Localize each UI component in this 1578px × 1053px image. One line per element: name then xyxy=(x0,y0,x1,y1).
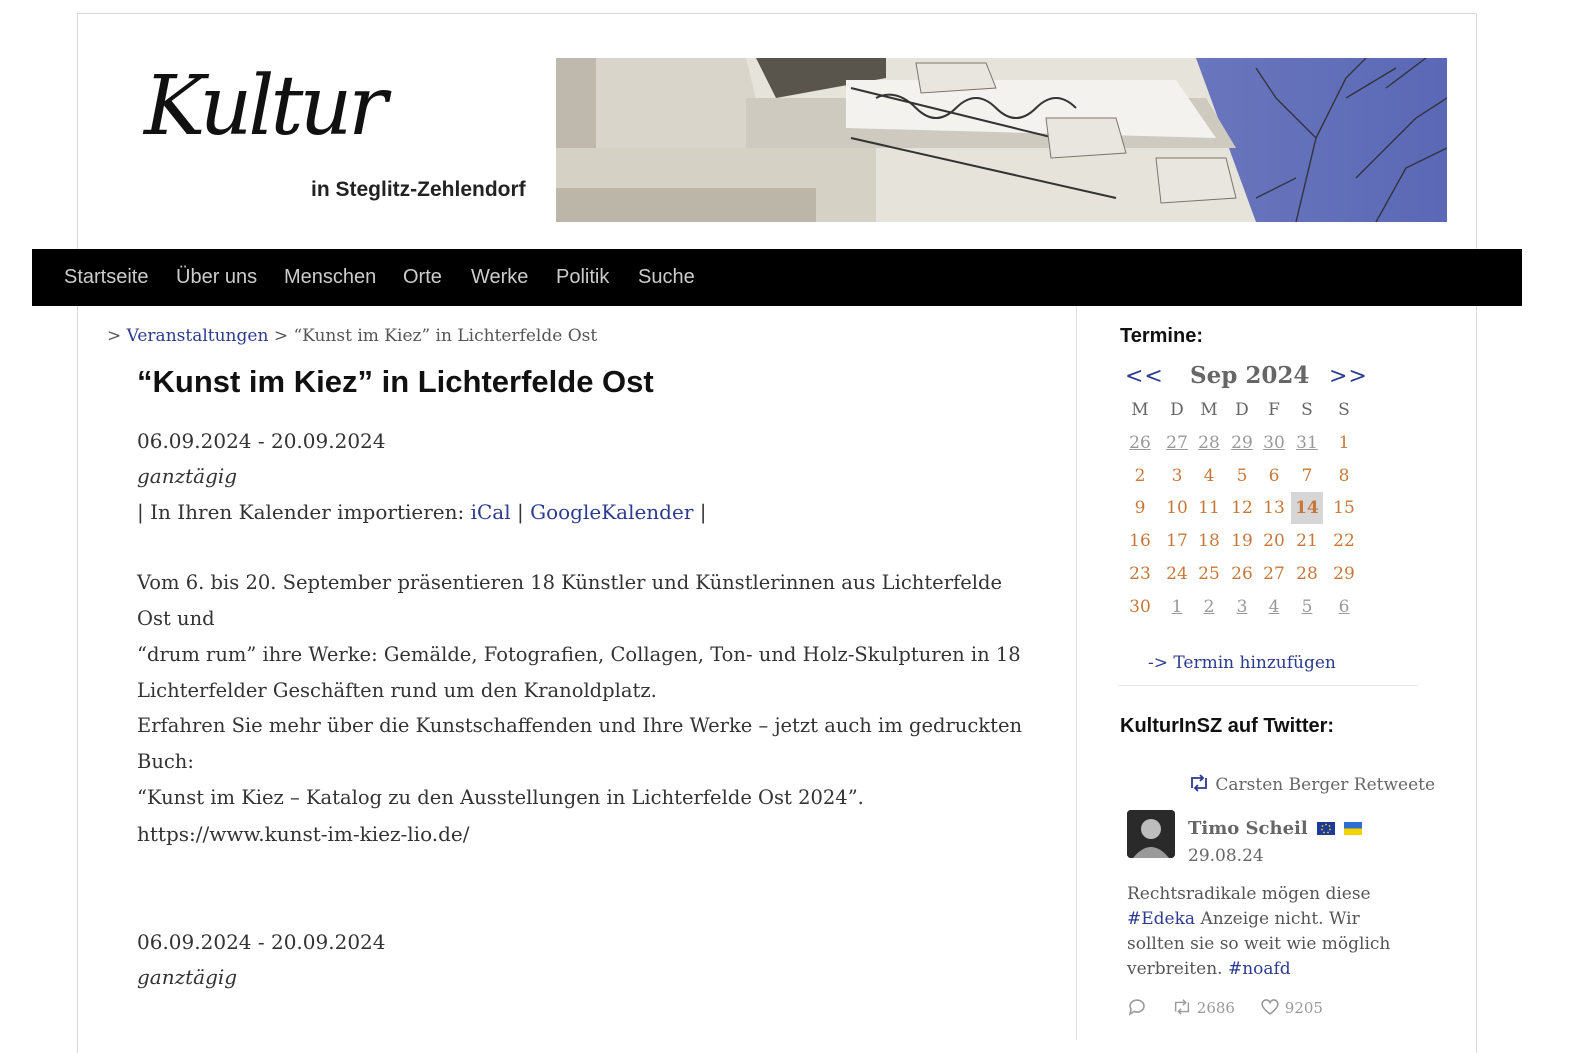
twitter-heading: KulturInSZ auf Twitter: xyxy=(1120,715,1335,737)
retweet-indicator xyxy=(1188,774,1435,797)
calendar-day[interactable]: 1 xyxy=(1338,433,1350,453)
calendar-weekday-header: S xyxy=(1338,400,1350,420)
paragraph-2-line-1: Erfahren Sie mehr über die Kunstschaffenden und Ihre Werke – jetzt auch im gedruckten Buch: xyxy=(137,714,1023,773)
event-time-text: ganztägig xyxy=(137,464,238,488)
event-dates: 06.09.2024 - 20.09.2024 xyxy=(137,429,386,453)
calendar-month-label: Sep 2024 xyxy=(1190,362,1310,389)
calendar-day[interactable]: 6 xyxy=(1338,597,1350,617)
calendar-day[interactable]: 25 xyxy=(1198,564,1220,584)
eu-flag-icon xyxy=(1317,819,1335,832)
calendar-day[interactable]: 29 xyxy=(1231,433,1253,453)
calendar-day[interactable]: 21 xyxy=(1296,531,1318,551)
calendar-day[interactable]: 20 xyxy=(1263,531,1285,551)
calendar-weekday-header: M xyxy=(1200,400,1218,420)
breadcrumb xyxy=(107,326,597,346)
calendar-day[interactable]: 8 xyxy=(1338,466,1350,486)
main-navigation xyxy=(32,249,1522,306)
calendar-day[interactable]: 9 xyxy=(1134,498,1146,518)
heart-icon xyxy=(1260,998,1280,1020)
nav-orte[interactable]: Orte xyxy=(403,266,442,288)
retweet-icon xyxy=(1188,774,1210,797)
import-separator: | xyxy=(517,500,524,524)
tweet-date[interactable]: 29.08.24 xyxy=(1188,846,1264,866)
calendar-day[interactable]: 28 xyxy=(1296,564,1318,584)
retweet-action[interactable] xyxy=(1172,998,1235,1020)
calendar-day[interactable]: 4 xyxy=(1268,597,1280,617)
calendar-day[interactable]: 2 xyxy=(1203,597,1215,617)
nav-werke[interactable]: Werke xyxy=(471,266,529,288)
nav-suche[interactable]: Suche xyxy=(638,266,695,288)
retweet-by-text: Carsten Berger Retweete xyxy=(1215,775,1436,795)
paragraph-2-line-2: “Kunst im Kiez – Katalog zu den Ausstellungen in Lichterfelde Ost 2024”. xyxy=(137,786,864,809)
calendar-weekday-header: M xyxy=(1131,400,1149,420)
site-logo[interactable] xyxy=(140,59,540,216)
google-calendar-link[interactable]: GoogleKalender xyxy=(530,500,694,524)
event-time-repeat xyxy=(137,965,237,989)
calendar-day[interactable]: 4 xyxy=(1203,466,1215,486)
calendar-day[interactable]: 2 xyxy=(1134,466,1146,486)
event-time-repeat-text: ganztägig xyxy=(137,965,238,989)
calendar-day[interactable]: 13 xyxy=(1263,498,1285,518)
ukraine-flag-icon xyxy=(1344,819,1362,832)
breadcrumb-veranstaltungen-link[interactable]: Veranstaltungen xyxy=(126,326,269,346)
calendar-day[interactable]: 19 xyxy=(1231,531,1253,551)
retweet-count: 2686 xyxy=(1196,999,1235,1017)
tweet-author-name: Timo Scheil xyxy=(1188,818,1308,839)
calendar-day[interactable]: 18 xyxy=(1198,531,1220,551)
logo-subtitle: in Steglitz-Zehlendorf xyxy=(311,178,526,201)
calendar-day[interactable]: 26 xyxy=(1129,433,1151,453)
calendar-day[interactable]: 3 xyxy=(1236,597,1248,617)
ical-link[interactable]: iCal xyxy=(470,500,511,524)
calendar-day[interactable]: 27 xyxy=(1263,564,1285,584)
calendar-next-month[interactable]: >> xyxy=(1329,364,1368,389)
tweet-text xyxy=(1127,882,1417,982)
calendar-day[interactable]: 3 xyxy=(1171,466,1183,486)
calendar-day[interactable]: 7 xyxy=(1301,466,1313,486)
avatar[interactable] xyxy=(1127,810,1175,858)
breadcrumb-current: “Kunst im Kiez” in Lichterfelde Ost xyxy=(293,326,598,346)
calendar-day[interactable]: 30 xyxy=(1129,597,1151,617)
hashtag-noafd[interactable]: #noafd xyxy=(1227,959,1291,979)
calendar-weekday-header: D xyxy=(1170,400,1184,420)
calendar-day-today[interactable]: 14 xyxy=(1291,492,1323,524)
paragraph-1-line-2: “drum rum” ihre Werke: Gemälde, Fotografien, Collagen, Ton- und Holz-Skulpturen in 18 xyxy=(137,643,1021,666)
calendar-day[interactable]: 5 xyxy=(1236,466,1248,486)
page-title: “Kunst im Kiez” in Lichterfelde Ost xyxy=(137,364,654,399)
calendar-day[interactable]: 15 xyxy=(1333,498,1355,518)
calendar-day[interactable]: 6 xyxy=(1268,466,1280,486)
import-label: | In Ihren Kalender importieren: xyxy=(137,500,465,524)
calendar-weekday-header: S xyxy=(1301,400,1313,420)
event-dates-repeat: 06.09.2024 - 20.09.2024 xyxy=(137,930,386,954)
calendar-import-line xyxy=(137,500,707,524)
nav-politik[interactable]: Politik xyxy=(556,266,610,288)
calendar-weekday-header: D xyxy=(1235,400,1249,420)
breadcrumb-prefix: > xyxy=(107,326,122,346)
calendar-weekday-header: F xyxy=(1268,400,1280,420)
hashtag-edeka[interactable]: #Edeka xyxy=(1127,909,1196,929)
nav-ueber-uns[interactable]: Über uns xyxy=(176,266,258,288)
paragraph-1-line-3: Lichterfelder Geschäften rund um den Kranoldplatz. xyxy=(137,679,657,702)
calendar-day[interactable]: 31 xyxy=(1296,433,1318,453)
tweet-text-rest: Anzeige nicht. Wir sollten sie so weit wie möglich verbreiten. xyxy=(1127,909,1391,979)
event-description-paragraph-1 xyxy=(137,565,1037,709)
tweet-text-start: Rechtsradikale mögen diese xyxy=(1127,884,1371,904)
event-description-paragraph-2 xyxy=(137,708,1037,816)
nav-menschen[interactable]: Menschen xyxy=(284,266,377,288)
calendar-day[interactable]: 27 xyxy=(1166,433,1188,453)
calendar-day[interactable]: 1 xyxy=(1171,597,1183,617)
calendar-day[interactable]: 10 xyxy=(1166,498,1188,518)
sidebar-divider xyxy=(1076,306,1077,1040)
termine-heading: Termine: xyxy=(1120,325,1203,347)
event-url: https://www.kunst-im-kiez-lio.de/ xyxy=(137,822,470,846)
event-time xyxy=(137,464,237,488)
calendar-day[interactable]: 12 xyxy=(1231,498,1253,518)
add-termin-link[interactable]: -> Termin hinzufügen xyxy=(1148,653,1336,673)
like-action[interactable] xyxy=(1260,998,1323,1020)
like-count: 9205 xyxy=(1284,999,1323,1017)
calendar-day[interactable]: 30 xyxy=(1263,433,1285,453)
calendar-day[interactable]: 28 xyxy=(1198,433,1220,453)
header-banner-image xyxy=(556,58,1447,222)
import-suffix: | xyxy=(699,500,707,524)
logo-script: Kultur xyxy=(144,59,384,154)
nav-startseite[interactable]: Startseite xyxy=(64,266,149,288)
calendar-day[interactable]: 29 xyxy=(1333,564,1355,584)
calendar-day[interactable]: 24 xyxy=(1166,564,1188,584)
calendar-day[interactable]: 5 xyxy=(1301,597,1313,617)
reply-icon[interactable] xyxy=(1127,998,1147,1020)
retweet-count-icon xyxy=(1172,998,1192,1020)
calendar-day[interactable]: 23 xyxy=(1129,564,1151,584)
breadcrumb-separator: > xyxy=(273,326,289,346)
calendar-day[interactable]: 17 xyxy=(1166,531,1188,551)
calendar-day[interactable]: 11 xyxy=(1198,498,1220,518)
paragraph-1-line-1: Vom 6. bis 20. September präsentieren 18 Künstler und Künstlerinnen aus Lichterfelde Ost und xyxy=(137,571,1003,630)
calendar-day[interactable]: 22 xyxy=(1333,531,1355,551)
calendar-day[interactable]: 16 xyxy=(1129,531,1151,551)
tweet-author[interactable] xyxy=(1188,818,1362,839)
calendar-prev-month[interactable]: << xyxy=(1125,364,1164,389)
calendar-day[interactable]: 26 xyxy=(1231,564,1253,584)
sidebar-separator xyxy=(1118,685,1418,686)
